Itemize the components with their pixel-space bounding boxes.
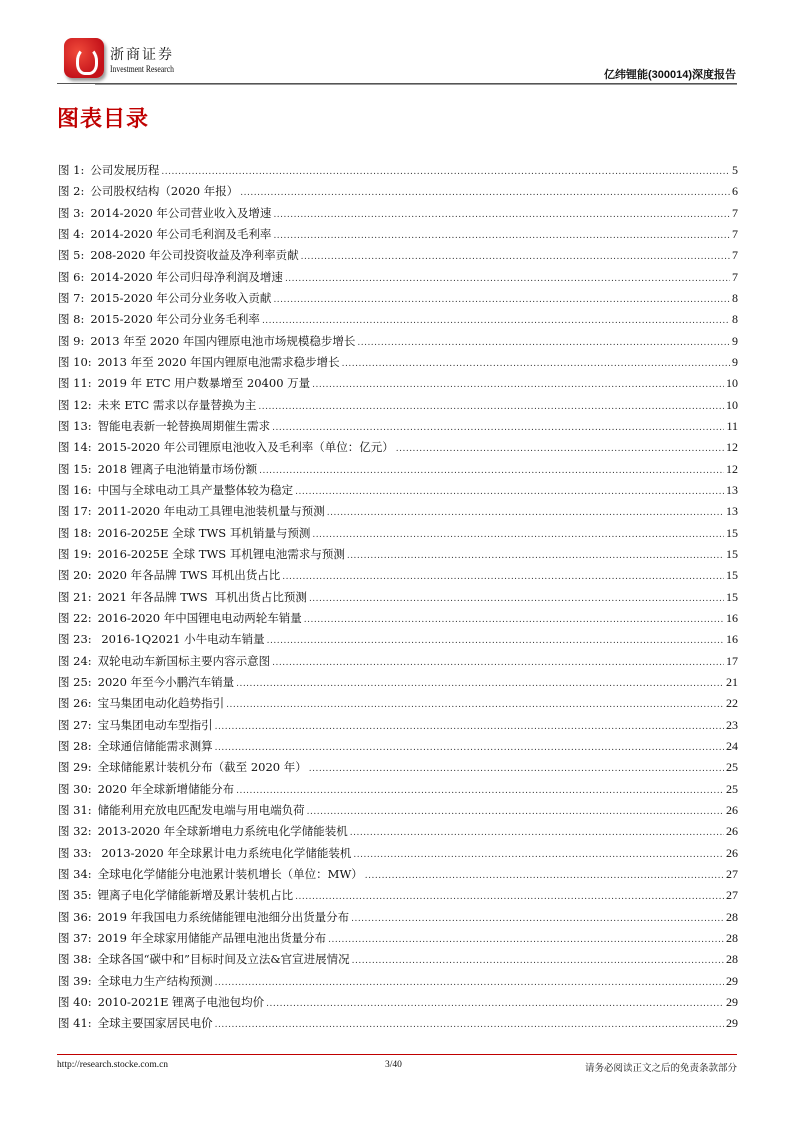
- toc-entry-title: 公司发展历程: [90, 163, 160, 177]
- toc-leader-dots: [312, 530, 724, 540]
- toc-leader-dots: [236, 786, 724, 796]
- toc-entry-label: 图 16:: [58, 482, 92, 497]
- toc-entry[interactable]: [58, 887, 738, 905]
- toc-entry-label: 图 41:: [58, 1016, 92, 1031]
- toc-entry-label: 图 36:: [58, 909, 92, 924]
- toc-entry-title: 208-2020 年公司投资收益及净利率贡献: [90, 248, 299, 263]
- toc-leader-dots: [273, 231, 730, 241]
- toc-entry-title: 2015-2020 年公司锂原电池收入及毛利率（单位：亿元）: [97, 440, 394, 455]
- toc-entry[interactable]: [58, 439, 738, 457]
- toc-entry-title: 2016-2025E 全球 TWS 耳机锂电池需求与预测: [97, 546, 345, 561]
- toc-entry[interactable]: [58, 823, 738, 841]
- toc-entry-page: 13: [726, 482, 738, 497]
- toc-entry-page: 25: [726, 781, 738, 796]
- toc-entry-page: 29: [726, 1016, 738, 1031]
- toc-entry-page: 7: [732, 248, 738, 263]
- toc-entry-label: 图 24:: [58, 653, 92, 668]
- toc-entry-label: 图 40:: [58, 994, 92, 1009]
- toc-leader-dots: [226, 700, 724, 710]
- toc-entry[interactable]: [58, 845, 738, 863]
- toc-entry[interactable]: [58, 375, 738, 393]
- toc-leader-dots: [357, 338, 730, 348]
- toc-entry-title: 宝马集团电动车型指引: [97, 717, 213, 732]
- report-title: 亿纬锂能(300014)深度报告: [603, 69, 736, 81]
- toc-leader-dots: [328, 935, 724, 945]
- toc-entry-title: 全球主要国家居民电价: [97, 1016, 213, 1031]
- toc-entry-title: 2021 年各品牌 TWS 耳机出货占比预测: [97, 589, 307, 604]
- toc-leader-dots: [266, 999, 724, 1009]
- toc-entry-title: 2019 年我国电力系统储能锂电池细分出货量分布: [97, 909, 350, 924]
- toc-entry-page: 9: [732, 354, 738, 369]
- toc-entry-title: 全球储能累计装机分布（截至 2020 年）: [97, 760, 307, 775]
- toc-entry-page: 6: [732, 184, 738, 199]
- toc-leader-dots: [353, 850, 724, 860]
- toc-entry-page: 7: [732, 205, 738, 220]
- toc-leader-dots: [309, 764, 724, 774]
- toc-entry-page: 29: [726, 994, 738, 1009]
- toc-entry-page: 24: [726, 738, 738, 753]
- toc-entry-title: 2013 年至 2020 年国内锂原电池需求稳步增长: [97, 354, 340, 369]
- footer-disclaimer: 请务必阅读正文之后的免责条款部分: [584, 1063, 737, 1074]
- toc-entry-title: 储能利用充放电匹配发电端与用电端负荷: [97, 802, 305, 817]
- toc-entry[interactable]: [58, 802, 738, 820]
- toc-entry-title: 2010-2021E 锂离子电池包均价: [97, 994, 265, 1009]
- toc-leader-dots: [365, 871, 724, 881]
- toc-entry-label: 图 22:: [58, 610, 92, 625]
- toc-entry[interactable]: [58, 567, 738, 585]
- toc-entry-page: 28: [726, 909, 738, 924]
- toc-entry-page: 21: [726, 674, 738, 689]
- toc-leader-dots: [259, 466, 724, 476]
- toc-leader-dots: [215, 978, 724, 988]
- toc-entry-label: 图 6:: [58, 269, 85, 284]
- toc-entry-page: 16: [726, 610, 738, 625]
- toc-entry-title: 2014-2020 年公司归母净利润及增速: [90, 269, 283, 284]
- toc-entry-page: 29: [726, 973, 738, 988]
- toc-leader-dots: [215, 1020, 724, 1030]
- toc-entry[interactable]: [58, 610, 738, 628]
- toc-entry-label: 图 15:: [58, 461, 92, 476]
- toc-entry-label: 图 19:: [58, 546, 92, 561]
- toc-entry-page: 15: [726, 525, 738, 540]
- toc-entry-title: 宝马集团电动化趋势指引: [97, 696, 225, 711]
- toc-leader-dots: [215, 722, 724, 732]
- toc-entry[interactable]: [58, 226, 738, 244]
- toc-entry-page: 8: [732, 290, 738, 305]
- toc-entry[interactable]: [58, 973, 738, 991]
- toc-entry[interactable]: [58, 930, 738, 948]
- toc-leader-dots: [215, 743, 724, 753]
- toc-entry-label: 图 12:: [58, 397, 92, 412]
- toc-entry-page: 26: [726, 845, 738, 860]
- toc-entry-title: 2015-2020 年公司分业务毛利率: [90, 312, 260, 327]
- toc-entry[interactable]: [58, 333, 738, 351]
- toc-entry-title: 2014-2020 年公司营业收入及增速: [90, 205, 272, 220]
- toc-entry-label: 图 33:: [58, 845, 92, 860]
- toc-entry-title: 2020 年至今小鹏汽车销量: [97, 674, 235, 689]
- toc-entry-label: 图 9:: [58, 333, 85, 348]
- toc-entry-page: 10: [726, 376, 738, 391]
- toc-entry-page: 15: [726, 589, 738, 604]
- toc-entry-label: 图 34:: [58, 866, 92, 881]
- toc-entry-page: 23: [726, 717, 738, 732]
- toc-entry[interactable]: [58, 461, 738, 479]
- toc-leader-dots: [295, 487, 724, 497]
- toc-entry-label: 图 2:: [58, 184, 85, 199]
- toc-leader-dots: [236, 679, 724, 689]
- toc-entry-label: 图 3:: [58, 205, 85, 220]
- toc-leader-dots: [342, 359, 730, 369]
- toc-entry[interactable]: [58, 525, 738, 543]
- toc-entry[interactable]: [58, 247, 738, 265]
- toc-entry[interactable]: [58, 589, 738, 607]
- toc-entry-title: 2019 年全球家用储能产品锂电池出货量分布: [97, 930, 327, 945]
- toc-entry-page: 15: [726, 568, 738, 583]
- toc-leader-dots: [273, 295, 730, 305]
- toc-leader-dots: [240, 188, 730, 198]
- toc-entry[interactable]: [58, 546, 738, 564]
- toc-entry-title: 2019 年 ETC 用户数暴增至 20400 万量: [97, 376, 311, 391]
- toc-leader-dots: [312, 380, 724, 390]
- toc-entry-title: 锂离子电化学储能新增及累计装机占比: [97, 888, 294, 903]
- toc-entry-page: 12: [726, 461, 738, 476]
- toc-entry[interactable]: [58, 162, 738, 180]
- toc-entry[interactable]: [58, 631, 738, 649]
- toc-entry[interactable]: [58, 781, 738, 799]
- toc-entry-label: 图 13:: [58, 418, 92, 433]
- toc-entry-title: 中国与全球电动工具产量整体较为稳定: [97, 482, 294, 497]
- toc-entry-label: 图 18:: [58, 525, 92, 540]
- toc-entry-label: 图 39:: [58, 973, 92, 988]
- toc-entry-label: 图 30:: [58, 781, 92, 796]
- toc-entry[interactable]: [58, 695, 738, 713]
- toc-entry-page: 28: [726, 952, 738, 967]
- toc-entry-title: 2020 年全球新增储能分布: [97, 781, 235, 796]
- toc-entry-page: 9: [732, 333, 738, 348]
- toc-entry[interactable]: [58, 1015, 738, 1033]
- toc-leader-dots: [258, 402, 724, 412]
- brand-name: 浙商证券: [110, 47, 174, 63]
- toc-entry-label: 图 28:: [58, 738, 92, 753]
- toc-entry-label: 图 5:: [58, 248, 85, 263]
- toc-entry-title: 全球通信储能需求测算: [97, 738, 213, 753]
- company-logo: [64, 38, 104, 78]
- page-title: 图表目录: [57, 107, 150, 132]
- toc-leader-dots: [272, 423, 724, 433]
- toc-entry-label: 图 14:: [58, 440, 92, 455]
- toc-leader-dots: [396, 444, 724, 454]
- toc-leader-dots: [309, 594, 724, 604]
- toc-entry-label: 图 4:: [58, 226, 85, 241]
- toc-entry-page: 7: [732, 226, 738, 241]
- toc-leader-dots: [295, 892, 724, 902]
- toc-leader-dots: [285, 274, 730, 284]
- toc-entry-label: 图 23:: [58, 632, 92, 647]
- toc-leader-dots: [273, 210, 730, 220]
- toc-entry-label: 图 11:: [58, 376, 92, 391]
- toc-leader-dots: [350, 828, 724, 838]
- toc-entry-title: 2018 锂离子电池销量市场份额: [97, 461, 258, 476]
- toc-entry-page: 8: [732, 312, 738, 327]
- toc-entry[interactable]: [58, 354, 738, 372]
- toc-entry-label: 图 1:: [58, 163, 85, 177]
- toc-entry-label: 图 7:: [58, 290, 85, 305]
- toc-entry-label: 图 26:: [58, 696, 92, 711]
- toc-entry-page: 15: [726, 546, 738, 561]
- toc-entry-label: 图 35:: [58, 888, 92, 903]
- header-divider-secondary: [95, 84, 737, 85]
- toc-entry-title: 2016-1Q2021 小牛电动车销量: [97, 632, 265, 647]
- toc-entry-title: 公司股权结构（2020 年报）: [90, 184, 239, 199]
- toc-entry-page: 26: [726, 802, 738, 817]
- toc-entry[interactable]: [58, 994, 738, 1012]
- toc-entry-title: 双轮电动车新国标主要内容示意图: [97, 653, 271, 668]
- toc-entry-page: 28: [726, 930, 738, 945]
- toc-entry-title: 2013-2020 年全球累计电力系统电化学储能装机: [97, 845, 352, 860]
- toc-leader-dots: [352, 956, 724, 966]
- toc-entry-title: 2013-2020 年全球新增电力系统电化学储能装机: [97, 824, 348, 839]
- brand-subtitle: Investment Research: [110, 64, 174, 74]
- footer-url[interactable]: http://research.stocke.com.cn: [57, 1060, 169, 1070]
- toc-entry-title: 2016-2020 年中国锂电电动两轮车销量: [97, 610, 302, 625]
- toc-entry[interactable]: [58, 738, 738, 756]
- toc-entry-page: 5: [732, 163, 738, 177]
- toc-leader-dots: [262, 316, 730, 326]
- toc-entry-title: 未来 ETC 需求以存量替换为主: [97, 397, 257, 412]
- toc-entry-title: 2015-2020 年公司分业务收入贡献: [90, 290, 272, 305]
- toc-entry-page: 10: [726, 397, 738, 412]
- toc-entry-title: 2020 年各品牌 TWS 耳机出货占比: [97, 568, 281, 583]
- toc-entry-label: 图 25:: [58, 674, 92, 689]
- toc-entry-page: 12: [726, 440, 738, 455]
- page-number: 3/40: [385, 1060, 402, 1070]
- toc-entry[interactable]: [58, 909, 738, 927]
- toc-leader-dots: [272, 658, 724, 668]
- toc-entry-title: 2014-2020 年公司毛利润及毛利率: [90, 226, 272, 241]
- toc-entry-title: 智能电表新一轮替换周期催生需求: [97, 418, 271, 433]
- toc-entry[interactable]: [58, 205, 738, 223]
- toc-entry[interactable]: [58, 866, 738, 884]
- toc-entry[interactable]: [58, 951, 738, 969]
- toc-entry-page: 11: [726, 418, 738, 433]
- toc-entry-title: 2011-2020 年电动工具锂电池装机量与预测: [97, 504, 325, 519]
- toc-leader-dots: [282, 572, 724, 582]
- toc-entry-label: 图 27:: [58, 717, 92, 732]
- toc-entry-label: 图 31:: [58, 802, 92, 817]
- toc-entry-label: 图 20:: [58, 568, 92, 583]
- toc-entry-label: 图 37:: [58, 930, 92, 945]
- toc-entry-label: 图 10:: [58, 354, 92, 369]
- toc-entry[interactable]: [58, 759, 738, 777]
- toc-entry-page: 17: [726, 653, 738, 668]
- toc-leader-dots: [161, 167, 730, 177]
- toc-entry[interactable]: [58, 653, 738, 671]
- toc-entry[interactable]: [58, 674, 738, 692]
- toc-entry[interactable]: [58, 482, 738, 500]
- toc-entry-page: 27: [726, 888, 738, 903]
- toc-entry[interactable]: [58, 397, 738, 415]
- footer-divider: [57, 1054, 737, 1055]
- toc-entry[interactable]: [58, 311, 738, 329]
- toc-entry-page: 7: [732, 269, 738, 284]
- toc-entry-label: 图 38:: [58, 952, 92, 967]
- toc-entry-page: 26: [726, 824, 738, 839]
- toc-leader-dots: [304, 615, 724, 625]
- toc-entry-label: 图 32:: [58, 824, 92, 839]
- toc-entry[interactable]: [58, 503, 738, 521]
- toc-entry-title: 全球电化学储能分电池累计装机增长（单位：MW）: [97, 866, 363, 881]
- toc-leader-dots: [351, 914, 724, 924]
- toc-entry-title: 2013 年至 2020 年国内锂原电池市场规模稳步增长: [90, 333, 356, 348]
- toc-entry[interactable]: [58, 717, 738, 735]
- toc-leader-dots: [347, 551, 724, 561]
- toc-entry[interactable]: [58, 290, 738, 308]
- toc-entry-page: 22: [726, 696, 738, 711]
- toc-entry-label: 图 29:: [58, 760, 92, 775]
- toc-entry-label: 图 21:: [58, 589, 92, 604]
- toc-entry-label: 图 17:: [58, 504, 92, 519]
- toc-leader-dots: [327, 508, 724, 518]
- toc-entry-page: 16: [726, 632, 738, 647]
- toc-entry-page: 25: [726, 760, 738, 775]
- toc-leader-dots: [301, 252, 730, 262]
- toc-leader-dots: [307, 807, 724, 817]
- toc-entry[interactable]: [58, 269, 738, 287]
- toc-entry-title: 全球各国“碳中和”目标时间及立法&官宣进展情况: [97, 952, 350, 967]
- toc-entry-title: 2016-2025E 全球 TWS 耳机销量与预测: [97, 525, 311, 540]
- toc-entry-title: 全球电力生产结构预测: [97, 973, 213, 988]
- toc-entry[interactable]: [58, 418, 738, 436]
- toc-entry[interactable]: [58, 183, 738, 201]
- toc-leader-dots: [267, 636, 724, 646]
- toc-entry-page: 27: [726, 866, 738, 881]
- toc-entry-label: 图 8:: [58, 312, 85, 327]
- toc-entry-page: 13: [726, 504, 738, 519]
